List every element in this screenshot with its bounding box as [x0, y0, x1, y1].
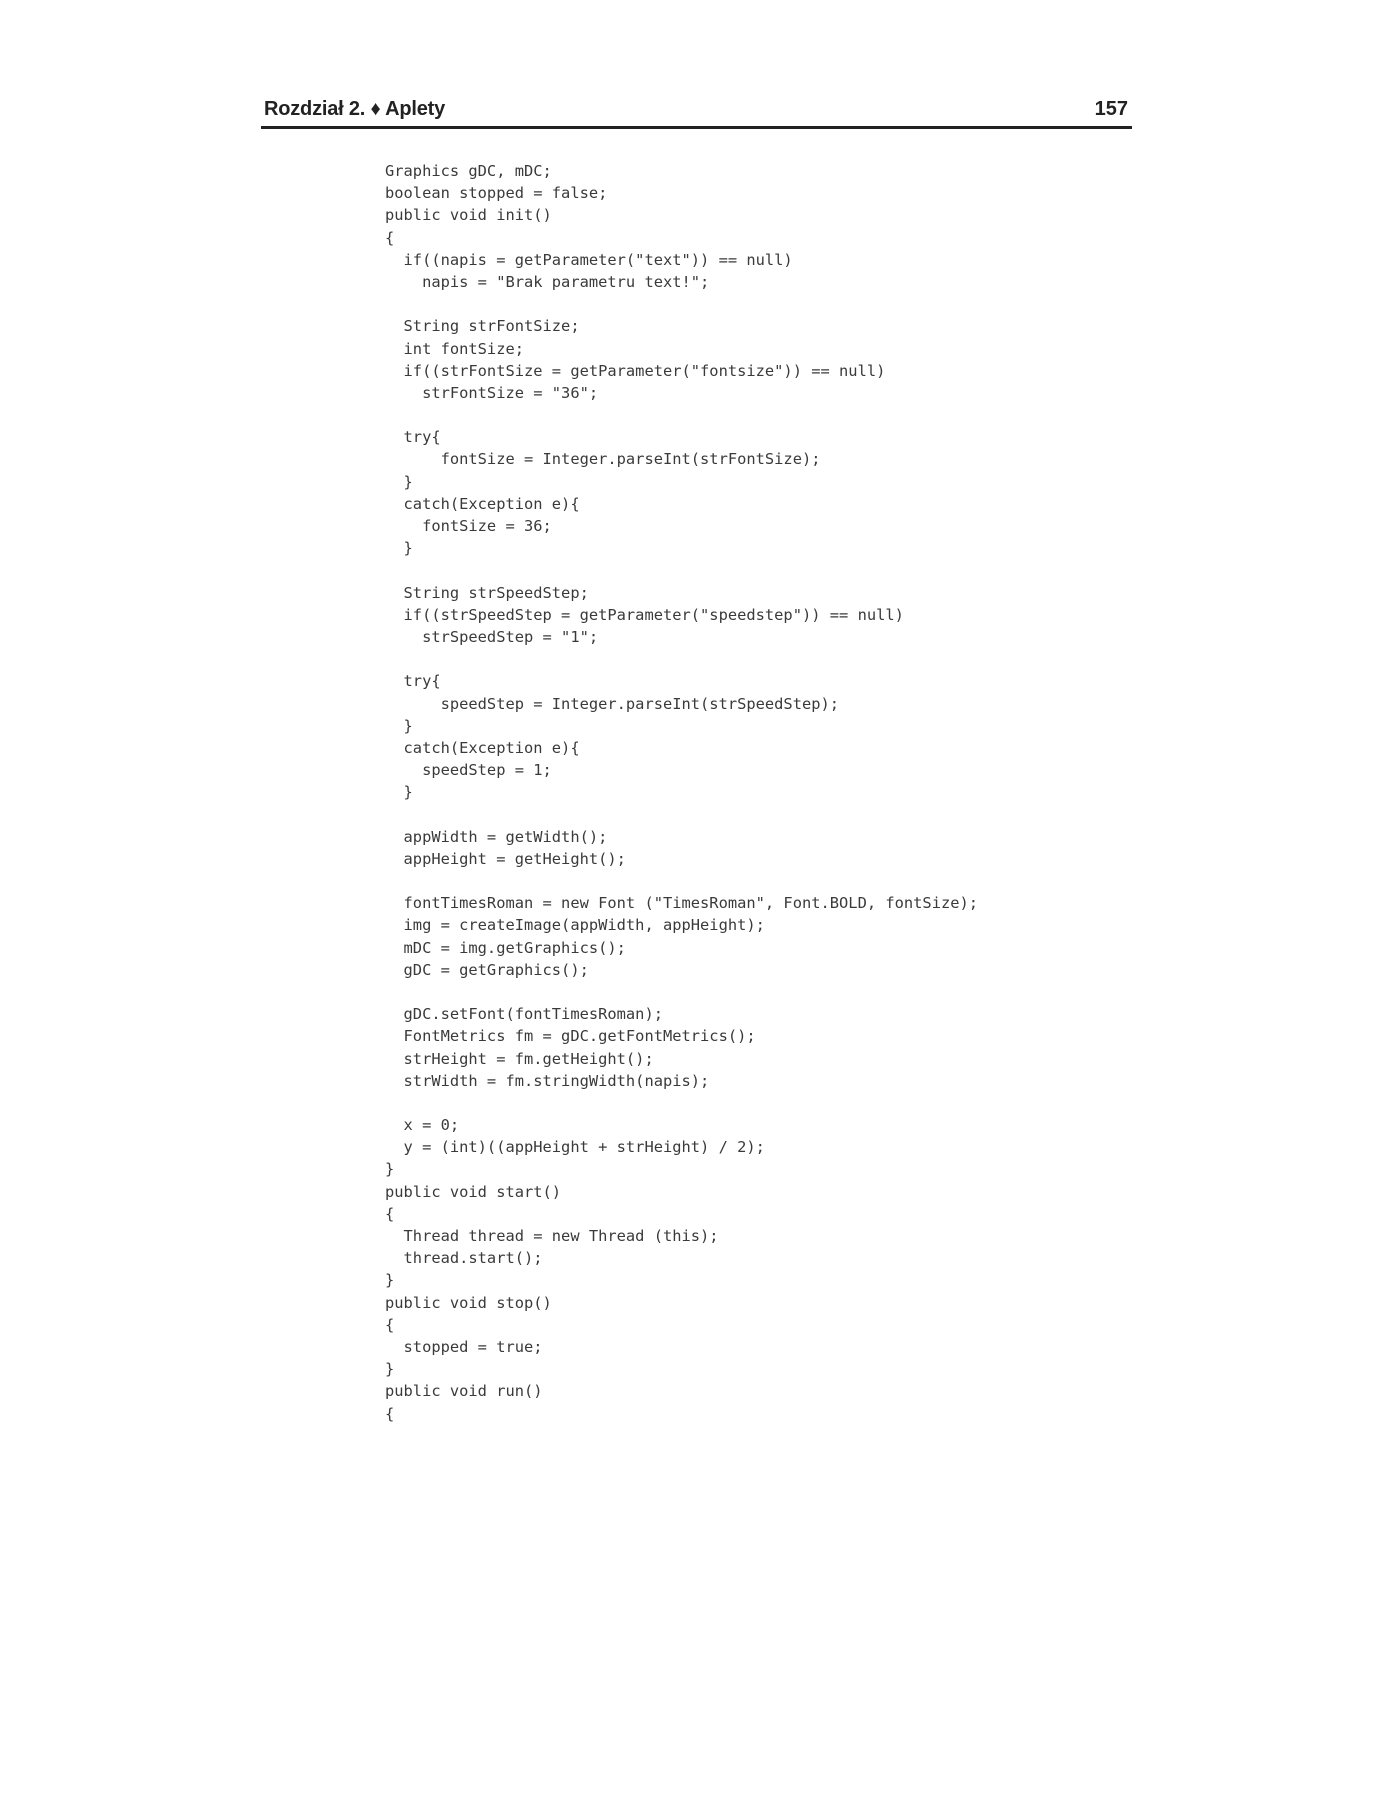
- code-line: {: [385, 1404, 395, 1423]
- code-line: speedStep = 1;: [385, 761, 552, 780]
- code-line: fontTimesRoman = new Font ("TimesRoman", Font.BOLD, fontSize);: [385, 894, 979, 913]
- running-header: [261, 96, 1132, 129]
- code-line: catch(Exception e){: [385, 494, 580, 513]
- code-listing: [385, 160, 978, 1425]
- code-line: public void init(): [385, 206, 552, 225]
- code-line: try{: [385, 672, 441, 691]
- code-line: String strSpeedStep;: [385, 583, 589, 602]
- code-line: fontSize = 36;: [385, 517, 552, 535]
- code-line: if((napis = getParameter("text")) == null): [385, 250, 793, 269]
- code-line: }: [385, 716, 413, 735]
- code-line: FontMetrics fm = gDC.getFontMetrics();: [385, 1027, 756, 1046]
- code-line: }: [385, 539, 413, 558]
- code-line: stopped = true;: [385, 1337, 543, 1356]
- code-line: int fontSize;: [385, 339, 524, 358]
- code-line: appHeight = getHeight();: [385, 849, 626, 868]
- code-line: public void run(): [385, 1382, 543, 1401]
- page-number: 157: [1094, 98, 1128, 120]
- code-line: {: [385, 1204, 395, 1223]
- code-line: }: [385, 783, 413, 802]
- code-line: [385, 648, 978, 670]
- code-line: napis = "Brak parametru text!";: [385, 272, 710, 291]
- code-line: }: [385, 1271, 395, 1290]
- code-line: [385, 404, 978, 426]
- code-line: strHeight = fm.getHeight();: [385, 1049, 654, 1068]
- code-line: strWidth = fm.stringWidth(napis);: [385, 1071, 710, 1090]
- code-line: catch(Exception e){: [385, 738, 580, 757]
- code-line: }: [385, 1160, 395, 1179]
- code-line: {: [385, 1315, 395, 1334]
- code-line: speedStep = Integer.parseInt(strSpeedStep);: [385, 694, 840, 713]
- code-line: fontSize = Integer.parseInt(strFontSize);: [385, 450, 821, 469]
- code-line: public void start(): [385, 1182, 562, 1201]
- code-line: y = (int)((appHeight + strHeight) / 2);: [385, 1138, 765, 1157]
- code-line: appWidth = getWidth();: [385, 827, 608, 846]
- code-line: if((strSpeedStep = getParameter("speedstep")) == null): [385, 605, 904, 624]
- code-line: }: [385, 1360, 395, 1379]
- code-line: strSpeedStep = "1";: [385, 627, 599, 646]
- code-line: gDC = getGraphics();: [385, 960, 589, 979]
- code-line: thread.start();: [385, 1249, 543, 1268]
- code-line: [385, 1092, 978, 1114]
- code-line: img = createImage(appWidth, appHeight);: [385, 916, 765, 935]
- code-line: [385, 803, 978, 825]
- chapter-title: Rozdział 2. ♦ Aplety: [264, 98, 446, 120]
- code-line: if((strFontSize = getParameter("fontsize")) == null): [385, 361, 886, 380]
- code-line: [385, 870, 978, 892]
- code-line: {: [385, 228, 395, 247]
- code-line: Thread thread = new Thread (this);: [385, 1227, 719, 1245]
- code-line: gDC.setFont(fontTimesRoman);: [385, 1005, 663, 1024]
- code-line: mDC = img.getGraphics();: [385, 938, 626, 957]
- code-line: strFontSize = "36";: [385, 383, 599, 402]
- code-line: x = 0;: [385, 1116, 460, 1135]
- code-line: public void stop(): [385, 1293, 552, 1312]
- code-line: Graphics gDC, mDC;: [385, 162, 552, 180]
- code-line: boolean stopped = false;: [385, 184, 608, 203]
- code-line: [385, 293, 978, 315]
- code-line: }: [385, 472, 413, 491]
- code-line: [385, 981, 978, 1003]
- code-line: String strFontSize;: [385, 317, 580, 336]
- code-line: try{: [385, 428, 441, 447]
- code-line: [385, 559, 978, 581]
